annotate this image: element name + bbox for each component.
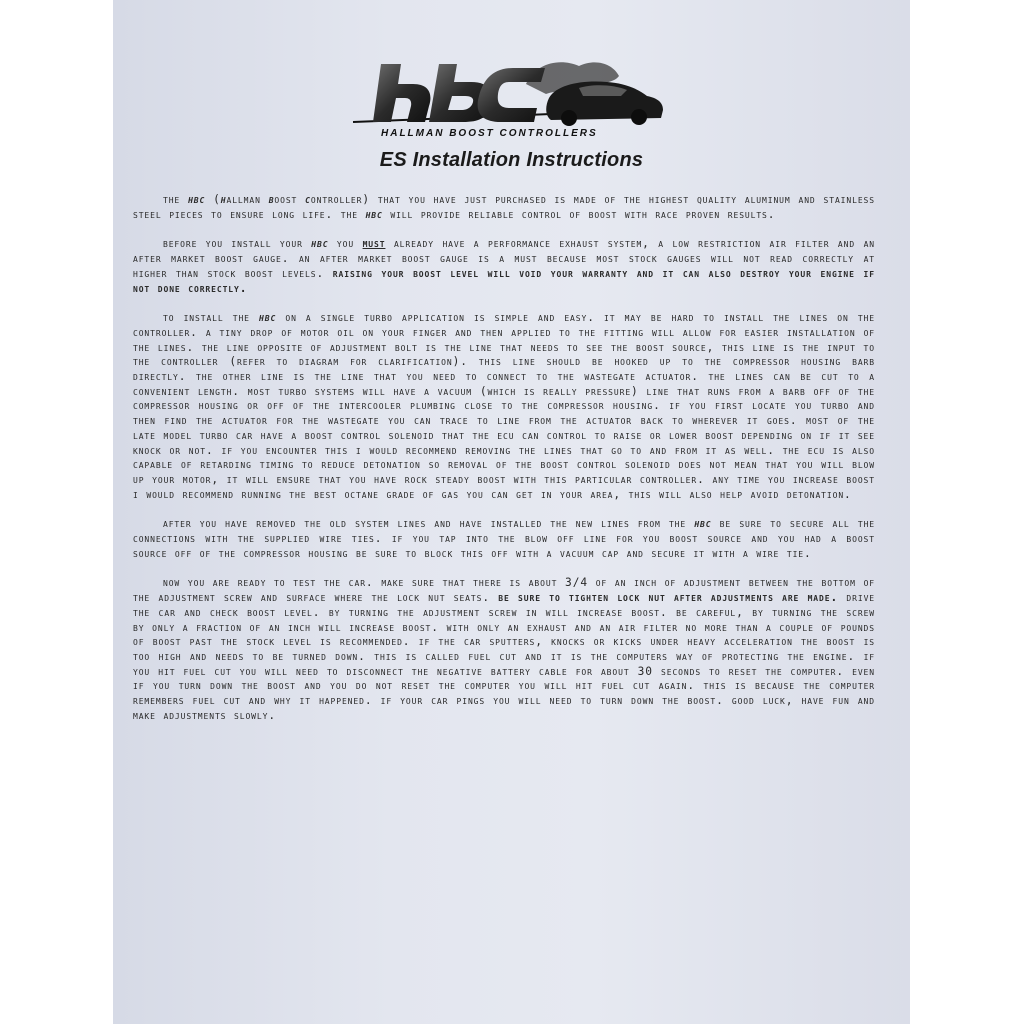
paragraph-2	[133, 237, 875, 296]
paragraph-text: (	[205, 193, 221, 206]
paragraph-1	[133, 193, 875, 222]
paragraph-4	[133, 517, 875, 561]
emphasis-text: hbc	[365, 207, 383, 221]
hbc-logo-graphic	[351, 54, 671, 142]
paragraph-text: drive the car and check boost level. by turning the adjustment screw in will increase boost. be careful, by turning the screw by only a fraction of an inch will increase boost. with only an exhaust and an air filter no more than a couple of pounds of boost past the stock level is recommended. if the car sputters, knocks or kicks under heavy acceleration the boost is too high and needs to be turned down. this is called fuel cut and it is the computers way of protecting the engine. if you hit fuel cut you will need to disconnect the negative battery cable for about 30 seconds to reset the computer. even if you turn down the boost and you do not reset the computer you will hit fuel cut again. this is because the computer remembers fuel cut and why it happened. if your car pings you will need to turn down the boost. good luck, have fun and make adjustments slowly.	[133, 591, 876, 722]
paragraph-text: already have a performance exhaust system, a low restriction air filter and an after market boost gauge. an after market boost gauge is a must because most stock gauges will not read correctly at higher than stock boost levels.	[133, 237, 876, 280]
emphasis-text: hbc	[311, 237, 329, 251]
document-page	[113, 0, 910, 1024]
emphasis-text: raising your boost level will void your warranty and it can also destroy your engine if not done correctly.	[133, 266, 875, 295]
paragraph-text: ontroller) that you have just purchased is made of the highest quality aluminum and stainless steel pieces to ensure long life. the	[133, 193, 875, 221]
emphasis-text: must	[362, 237, 386, 251]
paragraph-3	[133, 311, 875, 502]
emphasis-text: c	[305, 193, 311, 206]
paragraph-text: oost	[274, 193, 306, 206]
paragraph-text: before you install your	[163, 237, 312, 251]
instructions-body	[133, 193, 875, 739]
paragraph-text: allman	[226, 193, 269, 206]
paragraph-5	[133, 576, 875, 723]
emphasis-text: hbc	[188, 193, 206, 206]
emphasis-text: b	[268, 193, 275, 206]
emphasis-text: hbc	[694, 517, 712, 531]
paragraph-text: be sure to secure all the connections with the supplied wire ties. if you tap into the blow off line for you boost source and you had a boost source off of the compressor housing be sure to block this off with a vacuum cap and secure it with a wire tie.	[133, 517, 875, 560]
emphasis-text: be sure to tighten lock nut after adjustments are made.	[498, 591, 839, 605]
paragraph-text: will provide reliable control of boost with race proven results.	[382, 207, 776, 221]
paragraph-text: you	[328, 237, 363, 251]
paragraph-text: to install the	[163, 311, 260, 325]
paragraph-text: now you are ready to test the car. make sure that there is about 3/4 of an inch of adjustment between the bottom of the adjustment screw and surface where the lock nut seats.	[133, 576, 875, 605]
paragraph-text: after you have removed the old system lines and have installed the new lines from the	[163, 517, 695, 531]
page-title: ES Installation Instructions	[379, 149, 644, 171]
paragraph-text: on a single turbo application is simple and easy. it may be hard to install the lines on the controller. a tiny drop of motor oil on your finger and then applied to the fitting will allow for easier installation of the lines. the line opposite of adjustment bolt is the line that needs to see the boost source, this line is the input to the controller (refer to diagram for clarification). this line should be hooked up to the compressor housing barb directly. the other line is the line that you need to connect to the wastegate actuator. the lines can be cut to a convenient length. most turbo systems will have a vacuum (which is really pressure) line that runs from a barb off of the compressor housing or off of the intercooler plumbing close to the compressor housing. if you first locate you turbo and then find the actuator for the wastegate you can trace to line from the actuator back to wherever it goes. most of the late model turbo car have a boost control solenoid that the ecu can control to raise or lower boost depending on if it see knock or not. if you encounter this i would recommend removing the lines that go to and from it as well. the ecu is also capable of retarding timing to reduce detonation so removal of the boost control solenoid does not mean that you will blow up your motor, it will ensure that you have rock steady boost with this particular controller. any time you increase boost i would recommend running the best octane grade of gas you can get in your area, this will also help avoid detonation.	[133, 311, 875, 501]
hbc-logo	[351, 54, 671, 142]
logo-tagline: HALLMAN BOOST CONTROLLERS	[381, 128, 598, 139]
paragraph-text: the	[163, 193, 189, 206]
emphasis-text: h	[220, 193, 227, 206]
emphasis-text: hbc	[259, 311, 277, 325]
